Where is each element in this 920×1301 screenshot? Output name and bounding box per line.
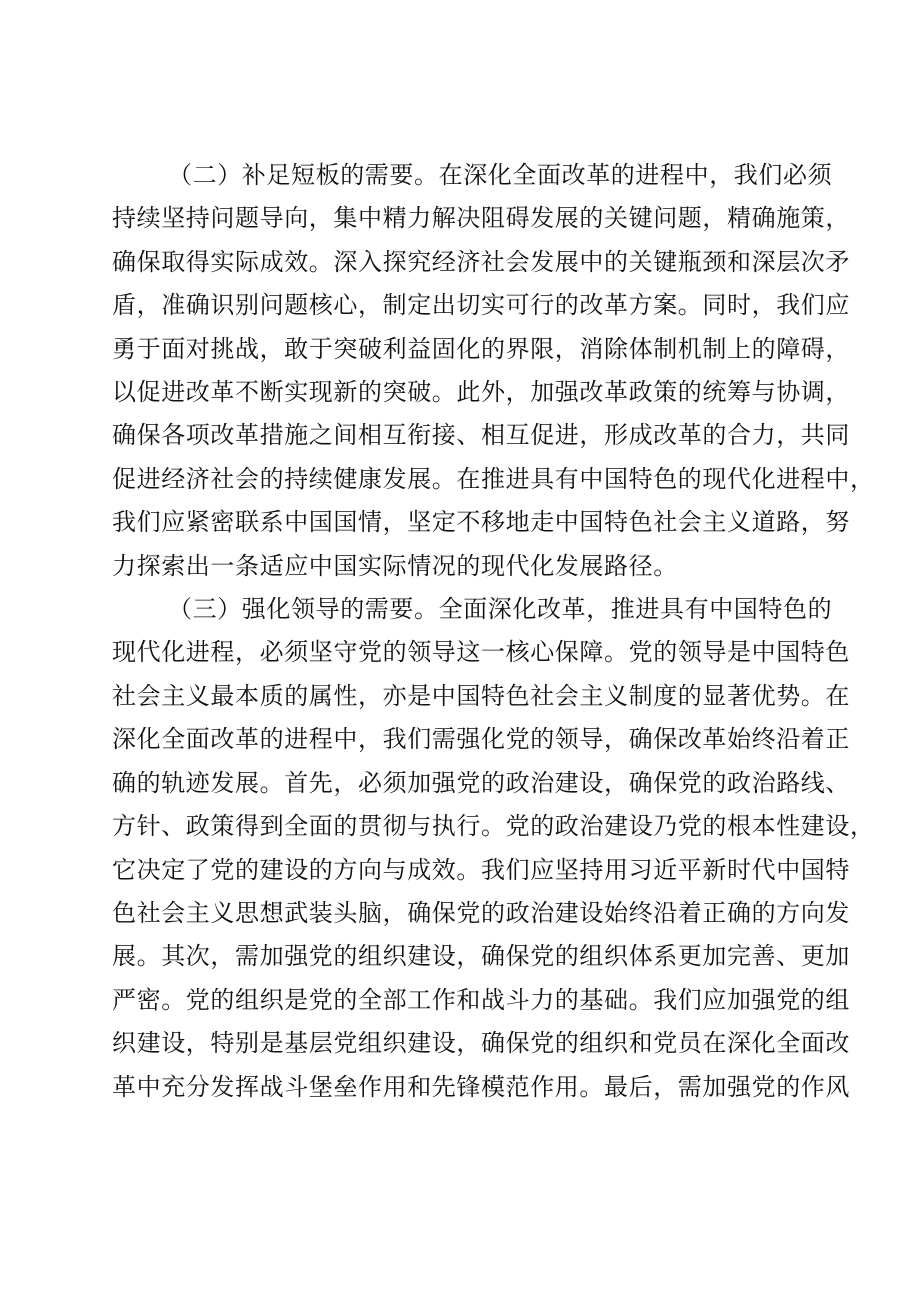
paragraph-line: 织建设，特别是基层党组织建设，确保党的组织和党员在深化全面改 bbox=[112, 1029, 850, 1058]
paragraph-line: 社会主义最本质的属性，亦是中国特色社会主义制度的显著优势。在 bbox=[112, 681, 850, 710]
paragraph-section-three bbox=[112, 588, 875, 1109]
paragraph-line: 严密。党的组织是党的全部工作和战斗力的基础。我们应加强党的组 bbox=[112, 985, 850, 1014]
paragraph-section-two bbox=[112, 154, 875, 588]
paragraph-line: 展。其次，需加强党的组织建设，确保党的组织体系更加完善、更加 bbox=[112, 942, 850, 971]
paragraph-line: 以促进改革不断实现新的突破。此外，加强改革政策的统筹与协调， bbox=[112, 378, 850, 407]
paragraph-line: 现代化进程，必须坚守党的领导这一核心保障。党的领导是中国特色 bbox=[112, 638, 850, 667]
paragraph-line: 促进经济社会的持续健康发展。在推进具有中国特色的现代化进程中， bbox=[112, 464, 875, 493]
paragraph-line: （二）补足短板的需要。在深化全面改革的进程中，我们必须 bbox=[168, 161, 833, 189]
paragraph-line: （三）强化领导的需要。全面深化改革，推进具有中国特色的 bbox=[168, 595, 833, 624]
paragraph-line: 确保各项改革措施之间相互衔接、相互促进，形成改革的合力，共同 bbox=[112, 421, 850, 450]
paragraph-line: 确的轨迹发展。首先，必须加强党的政治建设，确保党的政治路线、 bbox=[112, 768, 850, 797]
paragraph-line: 确保取得实际成效。深入探究经济社会发展中的关键瓶颈和深层次矛 bbox=[112, 247, 850, 276]
paragraph-line: 持续坚持问题导向，集中精力解决阻碍发展的关键问题，精确施策， bbox=[112, 204, 850, 233]
paragraph-line: 我们应紧密联系中国国情，坚定不移地走中国特色社会主义道路，努 bbox=[112, 508, 850, 537]
paragraph-line: 它决定了党的建设的方向与成效。我们应坚持用习近平新时代中国特 bbox=[112, 855, 850, 884]
paragraph-line: 盾，准确识别问题核心，制定出切实可行的改革方案。同时，我们应 bbox=[112, 291, 850, 320]
paragraph-line: 方针、政策得到全面的贯彻与执行。党的政治建设乃党的根本性建设， bbox=[112, 812, 875, 841]
paragraph-line: 深化全面改革的进程中，我们需强化党的领导，确保改革始终沿着正 bbox=[112, 725, 850, 754]
document-body bbox=[112, 154, 875, 1109]
paragraph-line: 革中充分发挥战斗堡垒作用和先锋模范作用。最后，需加强党的作风 bbox=[112, 1072, 850, 1101]
paragraph-line: 色社会主义思想武装头脑，确保党的政治建设始终沿着正确的方向发 bbox=[112, 898, 850, 927]
paragraph-line: 勇于面对挑战，敢于突破利益固化的界限，消除体制机制上的障碍， bbox=[112, 334, 850, 363]
paragraph-line: 力探索出一条适应中国实际情况的现代化发展路径。 bbox=[112, 551, 678, 580]
